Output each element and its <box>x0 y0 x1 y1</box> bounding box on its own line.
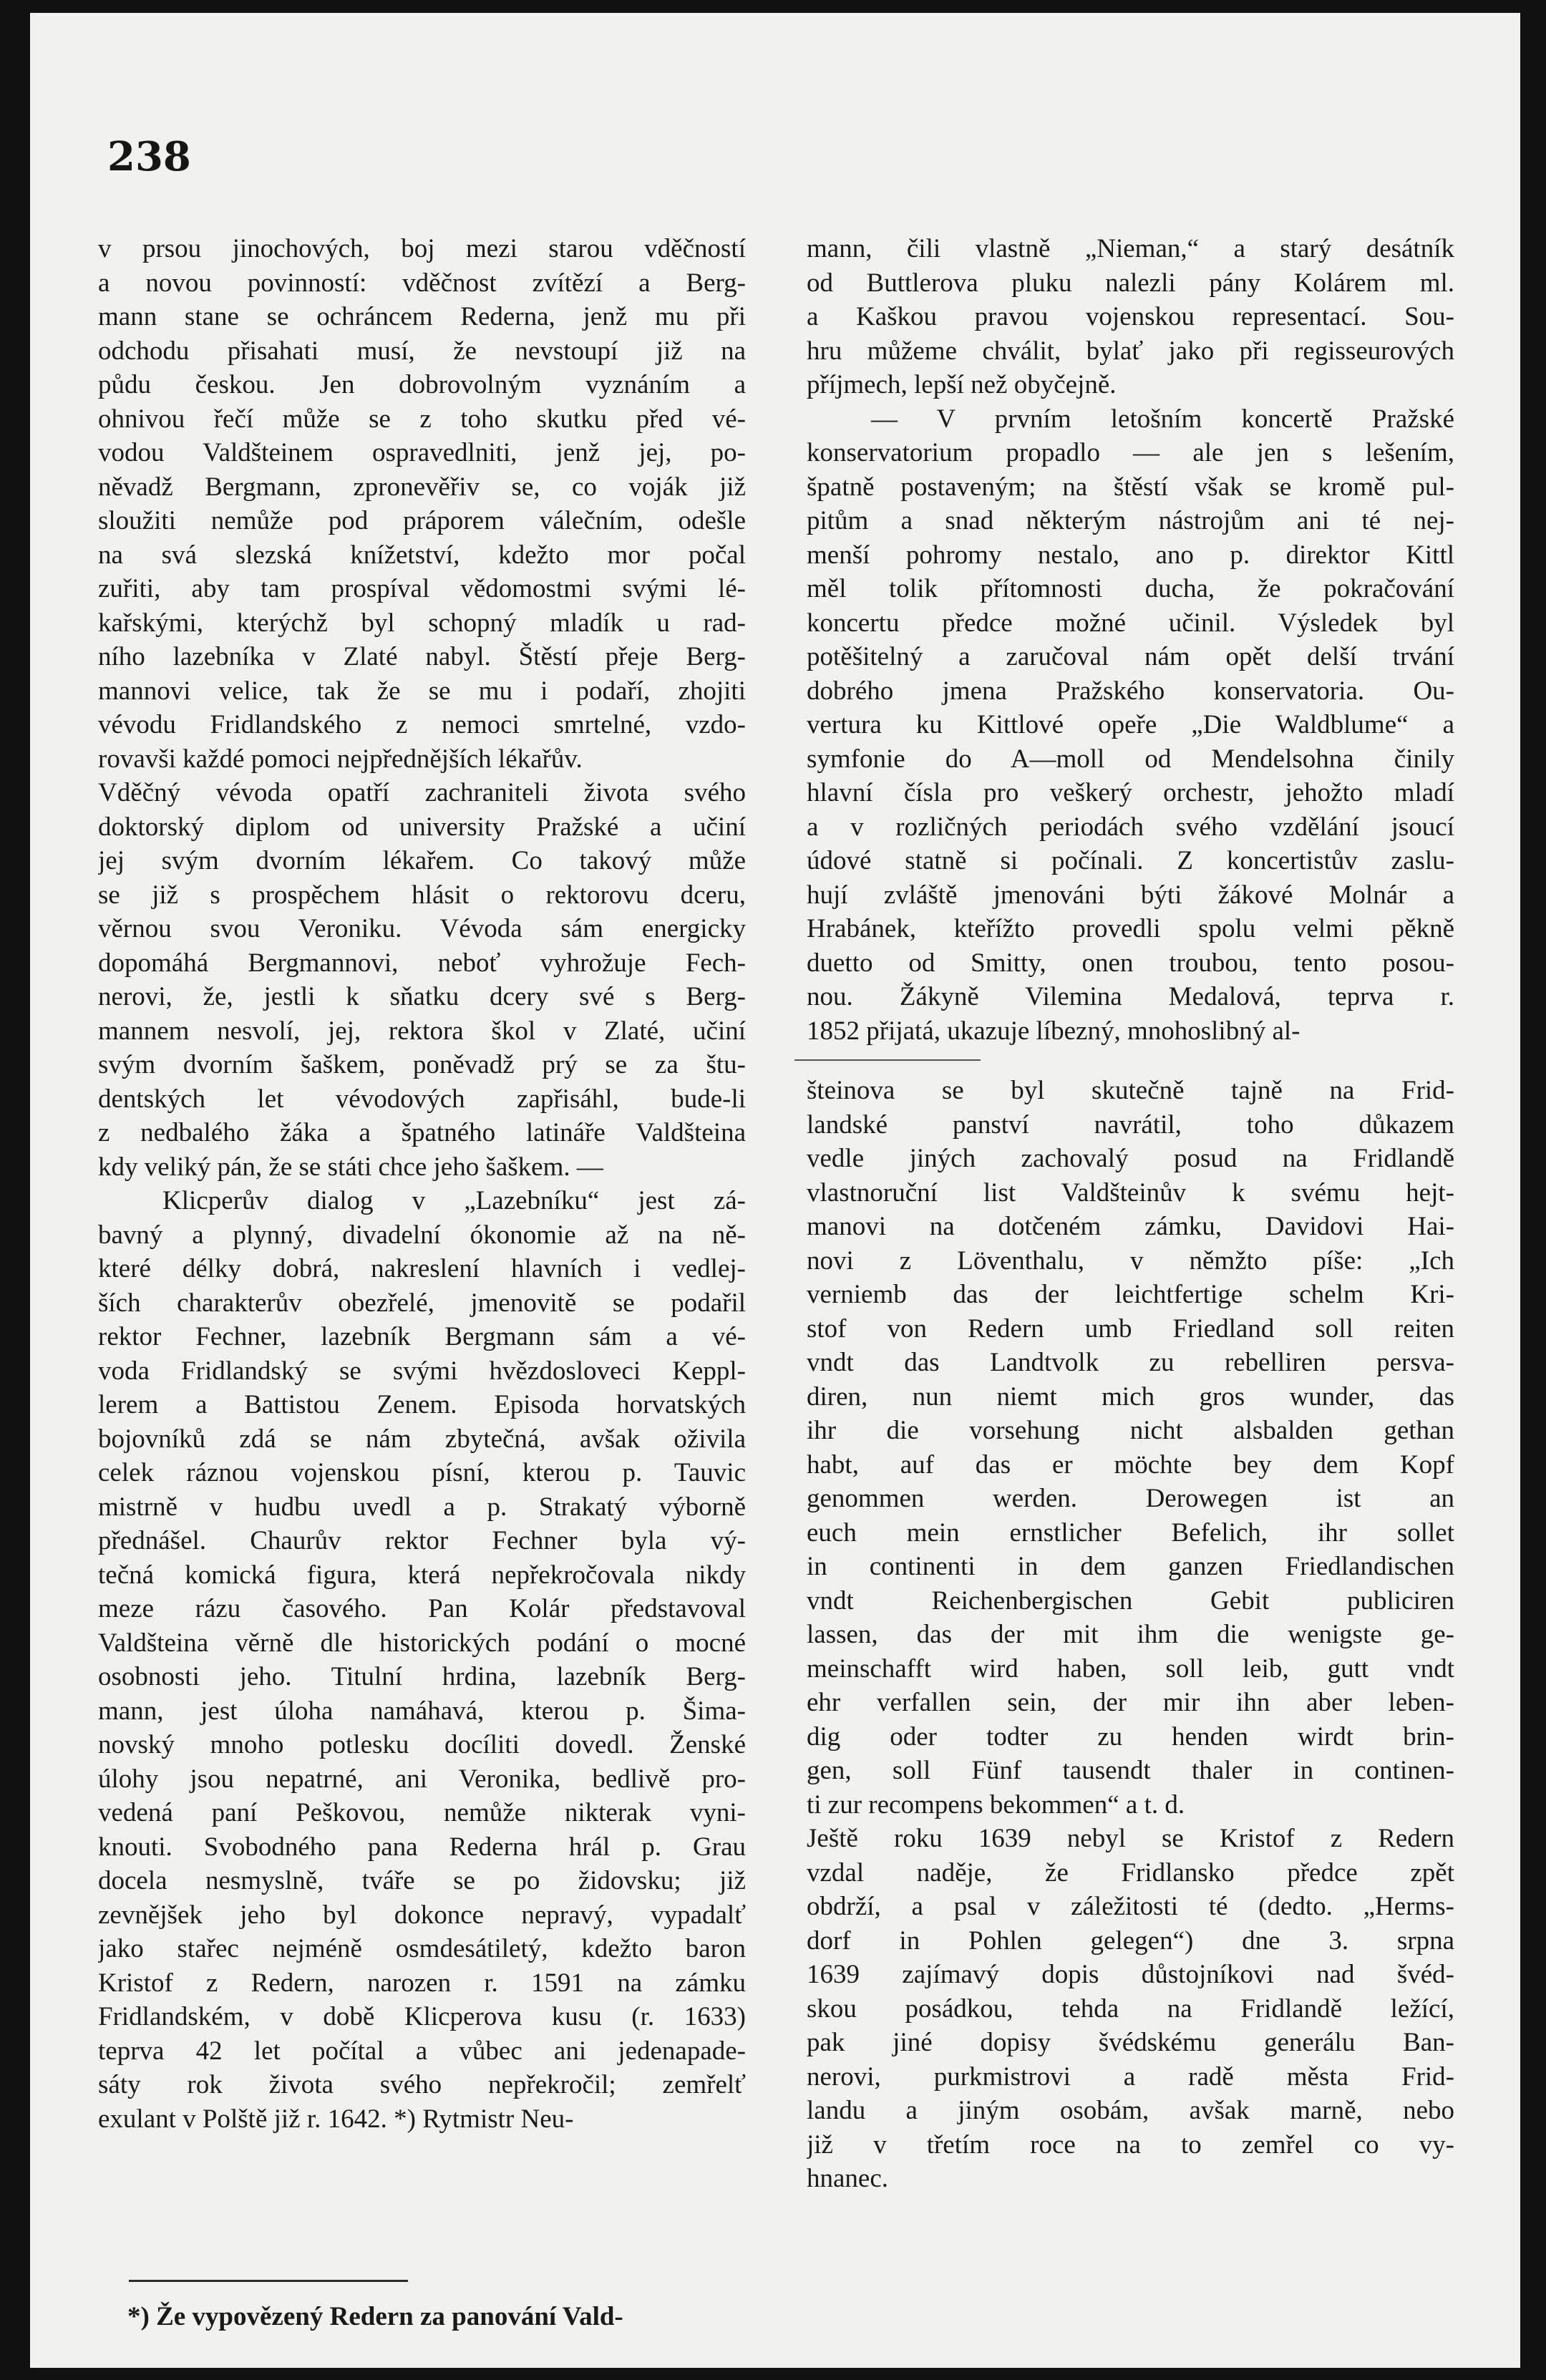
text-line: věrnou svou Veroniku. Vévoda sám energicky <box>98 914 746 943</box>
text-line: z nedbalého žáka a špatného latináře Valdšteina <box>98 1118 746 1147</box>
text-line: již v třetím roce na to zemřel co vy- <box>807 2129 1454 2160</box>
text-line: vzdal naděje, že Fridlansko předce zpět <box>807 1857 1454 1888</box>
text-line: nerovi, purkmistrovi a radě města Frid- <box>807 2061 1454 2092</box>
text-line: landské panství navrátil, toho důkazem <box>807 1109 1454 1140</box>
text-line: měl tolik přítomnosti ducha, že pokračování <box>807 574 1454 603</box>
document-page <box>30 13 1520 2368</box>
text-line: bavný a plynný, divadelní ókonomie až na ně- <box>98 1220 746 1250</box>
text-line: jako stařec nejméně osmdesátiletý, kdežto baron <box>98 1934 746 1963</box>
text-line: vedle jiných zachovalý posud na Fridlandě <box>807 1144 1454 1173</box>
text-line: od Buttlerova pluku nalezli pány Kolárem ml. <box>807 268 1454 298</box>
text-line: odchodu přisahati musí, že nevstoupí již na <box>98 336 746 366</box>
text-line: sloužiti nemůže pod práporem válečním, odešle <box>98 506 746 535</box>
text-line: ního lazebníka v Zlaté nabyl. Štěstí přeje Berg- <box>98 642 746 671</box>
text-line: půdu českou. Jen dobrovolným vyznáním a <box>98 370 746 399</box>
text-line: hlavní čísla pro veškerý orchestr, jehožto mladí <box>807 778 1454 807</box>
text-line: šteinova se byl skutečně tajně na Frid- <box>807 1076 1454 1105</box>
text-line: špatně postaveným; na štěstí však se kromě pul- <box>807 472 1454 502</box>
text-line: koncertu předce možné učinil. Výsledek byl <box>807 608 1454 638</box>
text-line: 1639 zajímavý dopis důstojníkovi nad švéd- <box>807 1960 1454 1989</box>
text-line: habt, auf das er möchte bey dem Kopf <box>807 1449 1454 1480</box>
text-line: na svá slezská knížetství, kdežto mor počal <box>98 540 746 570</box>
footnote-divider <box>129 2280 408 2282</box>
text-line: kdy veliký pán, že se státi chce jeho šaškem. — <box>98 1152 603 1182</box>
text-line: tečná komická figura, která nepřekročovala nikdy <box>98 1560 746 1590</box>
text-line: osobnosti jeho. Titulní hrdina, lazebník Berg- <box>98 1662 746 1691</box>
text-line: nou. Žákyně Vilemina Medalová, teprva r. <box>807 982 1454 1011</box>
text-line: kařskými, kterýchž byl schopný mladík u rad- <box>98 608 746 638</box>
text-line: meinschafft wird haben, soll leib, gutt vndt <box>807 1653 1454 1684</box>
text-line: meze rázu časového. Pan Kolár představoval <box>98 1594 746 1623</box>
text-line: novi z Löventhalu, v němžto píše: „Ich <box>807 1245 1454 1276</box>
text-line: dentských let vévodových zapřisáhl, bude-li <box>98 1084 746 1114</box>
text-line: které délky dobrá, nakreslení hlavních i vedlej- <box>98 1254 746 1283</box>
text-line: ti zur recompens bekommen“ a t. d. <box>807 1789 1185 1820</box>
text-line: novský mnoho potlesku docíliti dovedl. Ženské <box>98 1730 746 1759</box>
text-line: zuřiti, aby tam prospíval vědomostmi svými lé- <box>98 574 746 603</box>
text-line: vodou Valdšteinem ospravedlniti, jenž jej, po- <box>98 438 746 467</box>
text-line: 1852 přijatá, ukazuje líbezný, mnohoslibný al- <box>807 1016 1301 1046</box>
text-line: ohnivou řečí může se z toho skutku před vé- <box>98 404 746 434</box>
text-line: pitům a snad některým nástrojům ani té nej- <box>807 506 1454 535</box>
text-line: skou posádkou, tehda na Fridlandě ležící, <box>807 1993 1454 2024</box>
right-column-top <box>807 232 1454 1048</box>
text-line: jej svým dvorním lékařem. Co takový může <box>98 846 746 875</box>
text-line: rektor Fechner, lazebník Bergmann sám a vé- <box>98 1322 746 1351</box>
text-line: — V prvním letošním koncertě Pražské <box>871 404 1454 434</box>
text-line: a Kaškou pravou vojenskou representací. Sou- <box>807 302 1454 331</box>
text-line: svým dvorním šaškem, poněvadž prý se za štu- <box>98 1050 746 1079</box>
text-line: Klicperův dialog v „Lazebníku“ jest zá- <box>162 1186 746 1215</box>
page-number: 238 <box>107 133 191 180</box>
text-line: pak jiné dopisy švédskému generálu Ban- <box>807 2028 1454 2057</box>
text-line: dig oder todter zu henden wirdt brin- <box>807 1721 1454 1752</box>
text-line: sáty rok života svého nepřekročil; zemřelť <box>98 2070 746 2099</box>
text-line: hnanec. <box>807 2164 889 2193</box>
text-line: stof von Redern umb Friedland soll reiten <box>807 1313 1454 1344</box>
text-line: doktorský diplom od university Pražské a učiní <box>98 812 746 842</box>
text-line: voda Fridlandský se svými hvězdosloveci Keppl- <box>98 1356 746 1386</box>
text-line: dorf in Pohlen gelegen“) dne 3. srpna <box>807 1925 1454 1956</box>
text-line: mann, jest úloha namáhavá, kterou p. Šima- <box>98 1696 746 1726</box>
text-line: úlohy jsou nepatrné, ani Veronika, bedlivě pro- <box>98 1764 746 1794</box>
text-line: exulant v Polště již r. 1642. *) Rytmistr Neu- <box>98 2104 574 2134</box>
text-line: duetto od Smitty, onen troubou, tento posou- <box>807 948 1454 978</box>
text-line: Kristof z Redern, narozen r. 1591 na zámku <box>98 1968 746 1998</box>
text-line: diren, nun niemt mich gros wunder, das <box>807 1381 1454 1412</box>
text-line: mistrně v hudbu uvedl a p. Strakatý výborně <box>98 1492 746 1522</box>
text-line: mann, čili vlastně „Nieman,“ a starý desátník <box>807 234 1454 263</box>
text-line: lerem a Battistou Zenem. Episoda horvatských <box>98 1390 746 1419</box>
footnote: *) Že vypovězený Redern za panování Vald- <box>127 2302 623 2331</box>
text-line: in continenti in dem ganzen Friedlandischen <box>807 1552 1454 1581</box>
text-line: Ještě roku 1639 nebyl se Kristof z Redern <box>807 1824 1454 1853</box>
right-column <box>807 232 1454 2196</box>
text-line: manovi na dotčeném zámku, Davidovi Hai- <box>807 1212 1454 1241</box>
text-line: vévodu Fridlandského z nemoci smrtelné, vzdo- <box>98 710 746 739</box>
text-line: Valdšteina věrně dle historických podání o mocné <box>98 1628 746 1658</box>
text-line: verniemb das der leichtfertige schelm Kri- <box>807 1280 1454 1309</box>
text-line: dobrého jmena Pražského konservatoria. Ou- <box>807 676 1454 706</box>
text-line: vertura ku Kittlové opeře „Die Waldblume“ a <box>807 710 1454 739</box>
text-line: hru můžeme chválit, bylať jako při regisseurových <box>807 336 1454 366</box>
text-line: ších charakterův obezřelé, jmenovitě se podařil <box>98 1288 746 1318</box>
text-line: genommen werden. Derowegen ist an <box>807 1484 1454 1513</box>
text-line: a novou povinností: vděčnost zvítězí a Berg- <box>98 268 746 298</box>
text-line: dopomáhá Bergmannovi, neboť vyhrožuje Fech- <box>98 948 746 978</box>
text-line: mannovi velice, tak že se mu i podaří, zhojiti <box>98 676 746 706</box>
text-line: něvadž Bergmann, zpronevěřiv se, co voják již <box>98 472 746 502</box>
text-line: euch mein ernstlicher Befelich, ihr sollet <box>807 1517 1454 1548</box>
text-line: knouti. Svobodného pana Rederna hrál p. Grau <box>98 1832 746 1862</box>
text-line: příjmech, lepší než obyčejně. <box>807 370 1117 399</box>
text-line: vlastnoruční list Valdšteinův k svému hejt- <box>807 1177 1454 1208</box>
text-line: ihr die vorsehung nicht alsbalden gethan <box>807 1416 1454 1445</box>
text-line: a v rozličných periodách svého vzdělání jsoucí <box>807 812 1454 842</box>
text-line: menší pohromy nestalo, ano p. direktor Kittl <box>807 540 1454 570</box>
text-line: rovavši každé pomoci nejpřednějších lékařův. <box>98 744 583 774</box>
text-line: mannem nesvolí, jej, rektora škol v Zlaté, učiní <box>98 1016 746 1046</box>
text-line: hují zvláště jmenováni býti žákové Molnár a <box>807 880 1454 910</box>
right-column-bottom <box>807 1074 1454 2196</box>
text-line: mann stane se ochráncem Rederna, jenž mu při <box>98 302 746 331</box>
text-line: symfonie do A—moll od Mendelsohna činily <box>807 744 1454 774</box>
text-line: v prsou jinochových, boj mezi starou vděčností <box>98 234 746 263</box>
section-divider <box>794 1059 981 1061</box>
text-line: nerovi, že, jestli k sňatku dcery své s Berg- <box>98 982 746 1011</box>
text-line: přednášel. Chaurův rektor Fechner byla vý- <box>98 1526 746 1555</box>
text-line: vndt das Landtvolk zu rebelliren persva- <box>807 1348 1454 1377</box>
text-line: celek ráznou vojenskou písní, kterou p. Tauvic <box>98 1458 746 1487</box>
text-line: se již s prospěchem hlásit o rektorovu dceru, <box>98 880 746 910</box>
text-line: obdrží, a psal v záležitosti té (dedto. „Herms- <box>807 1892 1454 1921</box>
text-line: gen, soll Fünf tausendt thaler in continen- <box>807 1756 1454 1785</box>
text-line: Vděčný vévoda opatří zachraniteli života svého <box>98 778 746 807</box>
text-line: zevnějšek jeho byl dokonce nepravý, vypadalť <box>98 1900 746 1930</box>
text-line: docela nesmyslně, tváře se po židovsku; již <box>98 1866 746 1895</box>
left-column <box>98 232 746 2136</box>
text-line: Hrabánek, kteřížto provedli spolu velmi pěkně <box>807 914 1454 943</box>
text-line: údové statně si počínali. Z koncertistův zaslu- <box>807 846 1454 875</box>
text-line: potěšitelný a zaručoval nám opět delší trvání <box>807 642 1454 671</box>
text-line: vedená paní Peškovou, nemůže nikterak vyni- <box>98 1798 746 1827</box>
text-line: bojovníků zdá se nám zbytečná, avšak oživila <box>98 1424 746 1454</box>
text-line: ehr verfallen sein, der mir ihn aber leben- <box>807 1688 1454 1717</box>
text-line: teprva 42 let počítal a vůbec ani jedenapade- <box>98 2036 746 2066</box>
text-line: landu a jiným osobám, avšak marně, nebo <box>807 2096 1454 2125</box>
section-spacer <box>807 1048 1454 1074</box>
text-line: Fridlandském, v době Klicperova kusu (r. 1633) <box>98 2002 746 2031</box>
text-line: konservatorium propadlo — ale jen s lešením, <box>807 438 1454 467</box>
text-line: lassen, das der mit ihm die wenigste ge- <box>807 1620 1454 1649</box>
text-line: vndt Reichenbergischen Gebit publiciren <box>807 1585 1454 1616</box>
